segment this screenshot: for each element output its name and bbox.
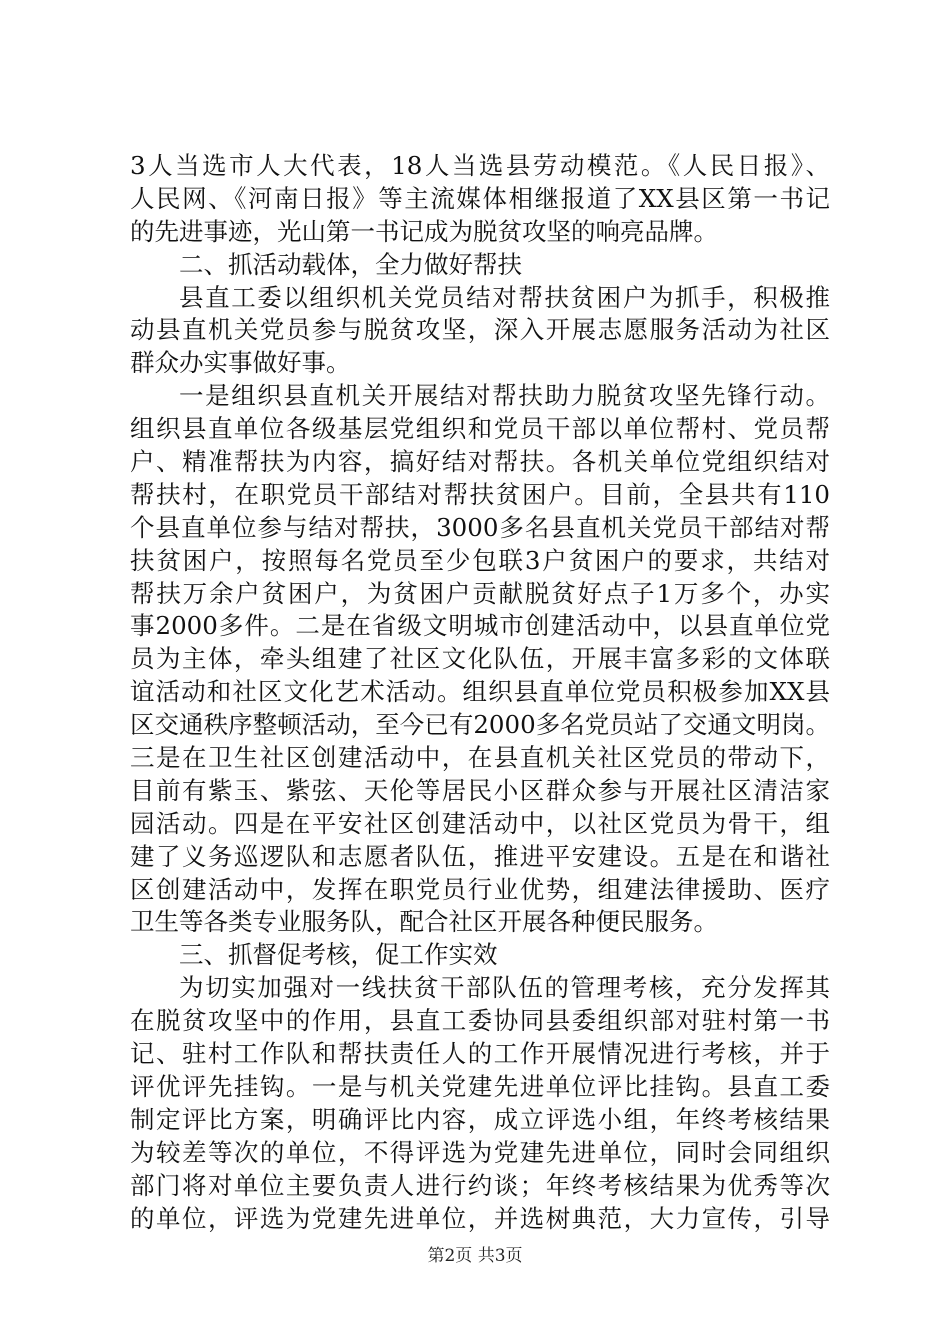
text-line: 部门将对单位主要负责人进行约谈；年终考核结果为优秀等次 <box>130 1170 830 1200</box>
text-line: 区创建活动中，发挥在职党员行业优势，组建法律援助、医疗 <box>130 874 830 904</box>
text-line: 园活动。四是在平安社区创建活动中，以社区党员为骨干，组 <box>130 808 830 838</box>
text-line: 评优评先挂钩。一是与机关党建先进单位评比挂钩。县直工委 <box>130 1071 830 1101</box>
text-line: 三、抓督促考核，促工作实效 <box>179 940 498 970</box>
text-line: 在脱贫攻坚中的作用，县直工委协同县委组织部对驻村第一书 <box>130 1006 830 1036</box>
text-line: 组织县直单位各级基层党组织和党员干部以单位帮村、党员帮 <box>130 414 830 444</box>
page-number-footer: 第2页 共3页 <box>427 1246 523 1266</box>
text-line: 建了义务巡逻队和志愿者队伍，推进平安建设。五是在和谐社 <box>130 841 830 871</box>
text-line: 一是组织县直机关开展结对帮扶助力脱贫攻坚先锋行动。 <box>179 381 830 411</box>
text-line: 人民网、《河南日报》等主流媒体相继报道了XX县区第一书记 <box>130 183 830 213</box>
text-line: 谊活动和社区文化艺术活动。组织县直单位党员积极参加XX县 <box>130 677 830 707</box>
text-line: 卫生等各类专业服务队，配合社区开展各种便民服务。 <box>130 907 718 937</box>
text-line: 的先进事迹，光山第一书记成为脱贫攻坚的响亮品牌。 <box>130 216 718 246</box>
text-line: 户、精准帮扶为内容，搞好结对帮扶。各机关单位党组织结对 <box>130 447 830 477</box>
text-line: 目前有紫玉、紫弦、天伦等居民小区群众参与开展社区清洁家 <box>130 775 830 805</box>
text-line: 为切实加强对一线扶贫干部队伍的管理考核，充分发挥其 <box>179 973 830 1003</box>
text-line: 三是在卫生社区创建活动中，在县直机关社区党员的带动下， <box>130 743 830 773</box>
text-line: 事2000多件。二是在省级文明城市创建活动中，以县直单位党 <box>130 611 830 641</box>
text-line: 区交通秩序整顿活动，至今已有2000多名党员站了交通文明岗。 <box>130 710 830 740</box>
text-line: 扶贫困户，按照每名党员至少包联3户贫困户的要求，共结对 <box>130 545 830 575</box>
text-line: 二、抓活动载体，全力做好帮扶 <box>179 249 522 279</box>
text-line: 帮扶村，在职党员干部结对帮扶贫困户。目前，全县共有110 <box>130 479 830 509</box>
text-line: 3人当选市人大代表，18人当选县劳动模范。《人民日报》、 <box>130 151 830 180</box>
text-line: 为较差等次的单位，不得评选为党建先进单位，同时会同组织 <box>130 1137 830 1167</box>
text-line: 的单位，评选为党建先进单位，并选树典范，大力宣传，引导 <box>130 1203 830 1233</box>
text-line: 县直工委以组织机关党员结对帮扶贫困户为抓手，积极推 <box>179 282 830 312</box>
text-line: 员为主体，牵头组建了社区文化队伍，开展丰富多彩的文体联 <box>130 644 830 674</box>
text-line: 制定评比方案，明确评比内容，成立评选小组，年终考核结果 <box>130 1104 830 1134</box>
text-line: 动县直机关党员参与脱贫攻坚，深入开展志愿服务活动为社区 <box>130 315 830 345</box>
text-line: 群众办实事做好事。 <box>130 348 351 378</box>
text-line: 帮扶万余户贫困户，为贫困户贡献脱贫好点子1万多个，办实 <box>130 578 830 608</box>
text-line: 个县直单位参与结对帮扶，3000多名县直机关党员干部结对帮 <box>130 512 830 542</box>
text-line: 记、驻村工作队和帮扶责任人的工作开展情况进行考核，并于 <box>130 1039 830 1069</box>
document-body <box>130 150 830 1235</box>
